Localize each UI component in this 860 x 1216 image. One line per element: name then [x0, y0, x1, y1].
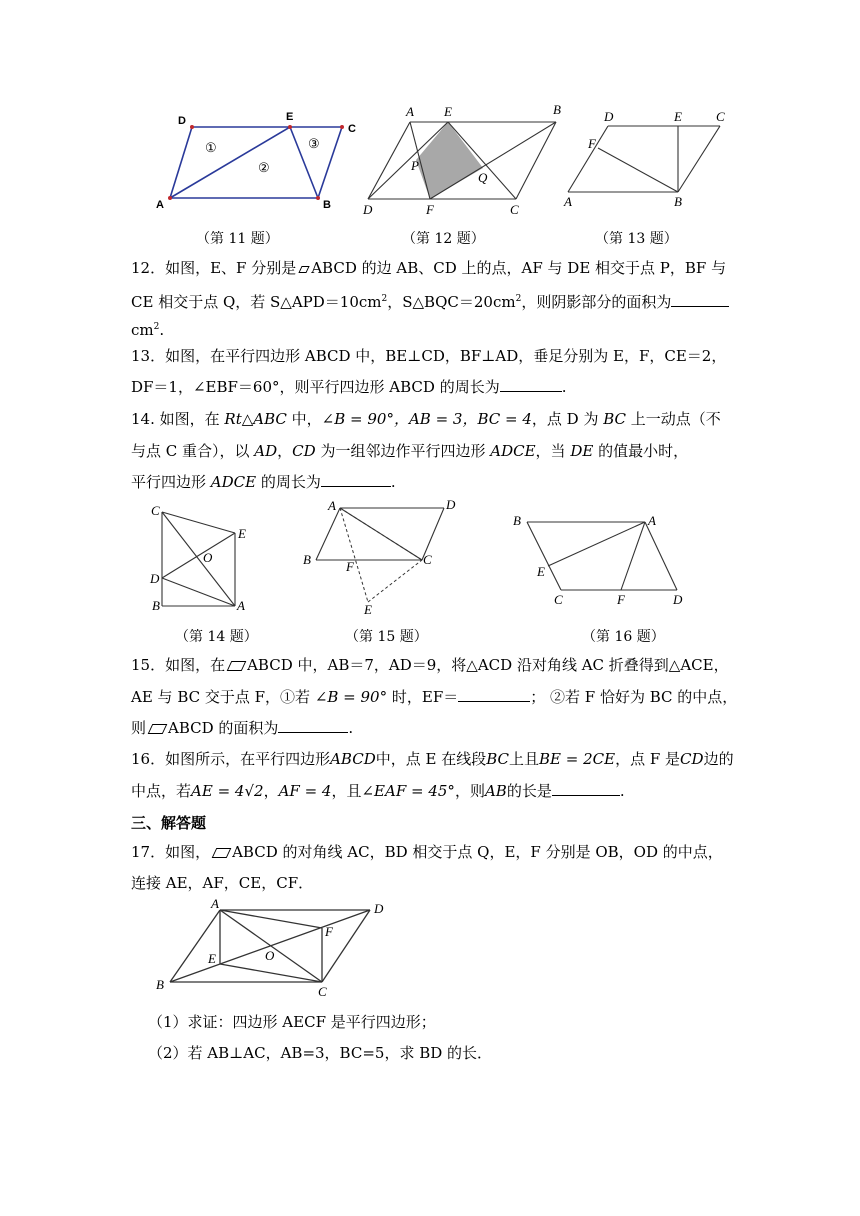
q15-line-1: 15．如图，在 ABCD 中，AB＝7，AD＝9，将△ACD 沿对角线 AC 折叠得到△ACE， — [131, 656, 729, 674]
q12-line-2: CE 相交于点 Q，若 $S\triangle APD=10cm^2$，$S\triangle BQC=20cm^2$，则阴影部分的面积为 — [131, 289, 729, 312]
q14-line-2: 与点 C 重合），以 AD，CD 为一组邻边作平行四边形 ADCE，当 DE 的值最小时， — [131, 442, 689, 460]
parallelogram-symbol — [148, 724, 168, 734]
label-D: D — [363, 202, 373, 217]
parallelogram-symbol — [227, 661, 247, 671]
label-B: B — [156, 977, 164, 992]
label-F: F — [325, 924, 333, 939]
caption-15: （第 15 题） — [345, 629, 428, 645]
label-C: C — [151, 503, 160, 518]
figure-16-diagram — [505, 508, 695, 608]
caption-16: （第 16 题） — [582, 629, 665, 645]
label-D: D — [446, 497, 456, 512]
answer-blank[interactable] — [552, 781, 620, 796]
figure-17-diagram — [152, 896, 397, 998]
figure-11 — [150, 108, 365, 218]
label-D: D — [150, 571, 160, 586]
caption-13: （第 13 题） — [595, 231, 678, 247]
figure-12-diagram — [360, 100, 575, 220]
caption-11: （第 11 题） — [196, 231, 279, 247]
caption-14: （第 14 题） — [175, 629, 258, 645]
label-C: C — [318, 984, 327, 999]
label-B: B — [553, 102, 561, 117]
label-D: D — [374, 901, 384, 916]
label-E: E — [208, 951, 216, 966]
label-A: A — [211, 896, 219, 911]
label-E: E — [364, 602, 372, 617]
q17-part-1: （1）求证：四边形 AECF 是平行四边形； — [148, 1013, 436, 1031]
q17-part-2: （2）若 AB⊥AC，AB=3，BC=5，求 BD 的长． — [148, 1044, 493, 1062]
label-E: E — [674, 109, 682, 124]
label-D: D — [178, 115, 186, 127]
q15-line-3: 则 ABCD 的面积为 . — [131, 719, 354, 737]
parallelogram-symbol — [212, 848, 232, 858]
answer-blank[interactable] — [458, 687, 530, 702]
label-B: B — [323, 199, 331, 211]
figure-15 — [298, 496, 473, 621]
answer-blank[interactable] — [278, 718, 348, 733]
label-B: B — [303, 552, 311, 567]
label-D: D — [604, 109, 614, 124]
label-B: B — [152, 598, 160, 613]
label-A: A — [328, 498, 336, 513]
label-A: A — [237, 598, 245, 613]
section-heading: 三、解答题 — [131, 814, 207, 832]
label-O: O — [203, 550, 213, 565]
label-A: A — [648, 513, 656, 528]
label-C: C — [510, 202, 519, 217]
figure-14 — [145, 500, 260, 620]
figure-12 — [360, 100, 575, 220]
label-F: F — [426, 202, 434, 217]
q14-line-1: 14. 如图，在 Rt△ABC 中，∠B = 90°，AB = 3，BC = 4，点 D 为 BC 上一动点（不 — [131, 410, 721, 428]
region-2-label: ② — [258, 161, 270, 176]
q16-line-1: 16．如图所示，在平行四边形ABCD中，点 E 在线段BC上且BE = 2CE，点 F 是CD边的 — [131, 750, 734, 768]
q15-line-2: AE 与 BC 交于点 F，①若 ∠B = 90° 时，EF＝ ； ②若 F 恰好为 BC 的中点， — [131, 688, 738, 706]
label-E: E — [238, 526, 246, 541]
label-A: A — [156, 199, 164, 211]
q12-line-3: $cm^2$. — [131, 321, 165, 339]
label-B: B — [674, 194, 682, 209]
q12-line-1: 12．如图，E、F 分别是 ABCD 的边 AB、CD 上的点，AF 与 DE 相交于点 P，BF 与 — [131, 259, 727, 277]
figure-17 — [152, 896, 397, 998]
q17-line-1: 17．如图， ABCD 的对角线 AC，BD 相交于点 Q，E，F 分别是 OB，OD 的中点， — [131, 843, 723, 861]
figure-14-diagram — [145, 500, 260, 620]
figure-16 — [505, 508, 695, 608]
label-C: C — [423, 552, 432, 567]
label-A: A — [564, 194, 572, 209]
label-F: F — [346, 559, 354, 574]
label-C: C — [348, 123, 356, 135]
q13-line-1: 13．如图，在平行四边形 ABCD 中，BE⊥CD，BF⊥AD，垂足分别为 E，F，CE＝2， — [131, 347, 727, 365]
figure-13-diagram — [560, 108, 735, 213]
answer-blank[interactable] — [671, 292, 729, 307]
label-O: O — [265, 948, 275, 963]
label-E: E — [286, 111, 294, 123]
label-Q: Q — [478, 170, 488, 185]
figure-13 — [560, 108, 735, 213]
region-1-label: ① — [205, 141, 217, 156]
figure-15-diagram — [298, 496, 473, 621]
caption-12: （第 12 题） — [402, 231, 485, 247]
parallelogram-symbol — [299, 266, 310, 273]
label-F: F — [588, 136, 596, 151]
q14-line-3: 平行四边形 ADCE 的周长为 . — [131, 473, 396, 491]
label-A: A — [406, 104, 414, 119]
region-3-label: ③ — [308, 137, 320, 152]
figure-11-diagram — [150, 108, 365, 218]
label-D: D — [673, 592, 683, 607]
label-B: B — [513, 513, 521, 528]
q17-line-2: 连接 AE，AF，CE，CF． — [131, 874, 314, 892]
answer-blank[interactable] — [321, 472, 391, 487]
label-C: C — [554, 592, 563, 607]
answer-blank[interactable] — [500, 377, 562, 392]
label-E: E — [537, 564, 545, 579]
label-C: C — [716, 109, 725, 124]
label-P: P — [411, 158, 419, 173]
label-F: F — [617, 592, 625, 607]
q16-line-2: 中点，若AE = 4√2，AF = 4，且∠EAF = 45°，则AB的长是 . — [131, 782, 625, 800]
q13-line-2: DF＝1，∠EBF＝60°，则平行四边形 ABCD 的周长为 . — [131, 378, 567, 396]
label-E: E — [444, 104, 452, 119]
